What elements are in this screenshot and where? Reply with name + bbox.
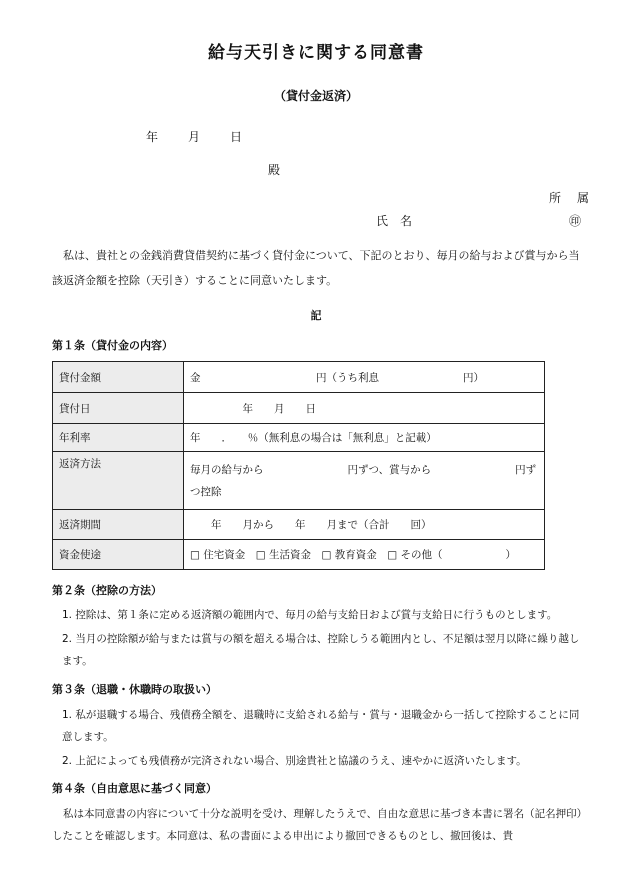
row-label: 年利率	[53, 424, 184, 452]
row-label: 資金使途	[53, 540, 184, 570]
article2-item: 2. 当月の控除額が給与または賞与の額を超える場合は、控除しうる範囲内とし、不足額は翌月以降に繰り越します。	[62, 633, 580, 667]
table-row	[53, 452, 545, 510]
seal-mark: ㊞	[569, 214, 582, 228]
article3-heading: 第３条（退職・休職時の取扱い）	[52, 683, 217, 696]
row-value: 年 ． ％（無利息の場合は「無利息」と記載）	[184, 424, 545, 452]
row-value: 年 月から 年 月まで（合計 回）	[184, 510, 545, 540]
article2-item: 1. 控除は、第１条に定める返済額の範囲内で、毎月の給与支給日および賞与支給日に行うものとします。	[62, 609, 558, 621]
document-title: 給与天引きに関する同意書	[208, 43, 424, 63]
row-label: 返済方法	[53, 452, 184, 510]
loan-details-table	[52, 361, 545, 570]
date-line: 年 月 日	[146, 130, 245, 144]
table-row	[53, 510, 545, 540]
name-label: 氏 名	[376, 214, 413, 228]
article4-body: 私は本同意書の内容について十分な説明を受け、理解したうえで、自由な意思に基づき本書に署名（記名押印）したことを確認します。本同意は、私の書面による申出により撤回できるものとし、撤回後は、貴	[52, 808, 582, 842]
row-label: 貸付金額	[53, 362, 184, 393]
row-label: 返済期間	[53, 510, 184, 540]
affiliation-label: 所 属	[549, 191, 592, 205]
row-label: 貸付日	[53, 393, 184, 424]
document-subtitle: （貸付金返済）	[273, 89, 358, 103]
table-row	[53, 393, 545, 424]
row-value: □ 住宅資金 □ 生活資金 □ 教育資金 □ その他（ ）	[184, 540, 545, 570]
article4-heading: 第４条（自由意思に基づく同意）	[52, 782, 217, 795]
row-value: 金 円（うち利息 円）	[184, 362, 545, 393]
table-row	[53, 362, 545, 393]
intro-paragraph: 私は、貴社との金銭消費貸借契約に基づく貸付金について、下記のとおり、毎月の給与および賞与から当該返済金額を控除（天引き）することに同意いたします。	[52, 249, 580, 287]
article3-item: 1. 私が退職する場合、残債務全額を、退職時に支給される給与・賞与・退職金から一括して控除することに同意します。	[62, 709, 580, 743]
article3-item: 2. 上記によっても残債務が完済されない場合、別途貴社と協議のうえ、速やかに返済いたします。	[62, 755, 527, 767]
table-row	[53, 424, 545, 452]
article2-heading: 第２条（控除の方法）	[52, 584, 162, 597]
article1-heading: 第１条（貸付金の内容）	[52, 339, 173, 352]
row-value: 年 月 日	[184, 393, 545, 424]
ki-heading: 記	[310, 309, 322, 322]
row-value: 毎月の給与から 円ずつ、賞与から 円ずつ控除	[184, 452, 545, 510]
addressee-suffix: 殿	[268, 163, 281, 177]
table-row	[53, 540, 545, 570]
